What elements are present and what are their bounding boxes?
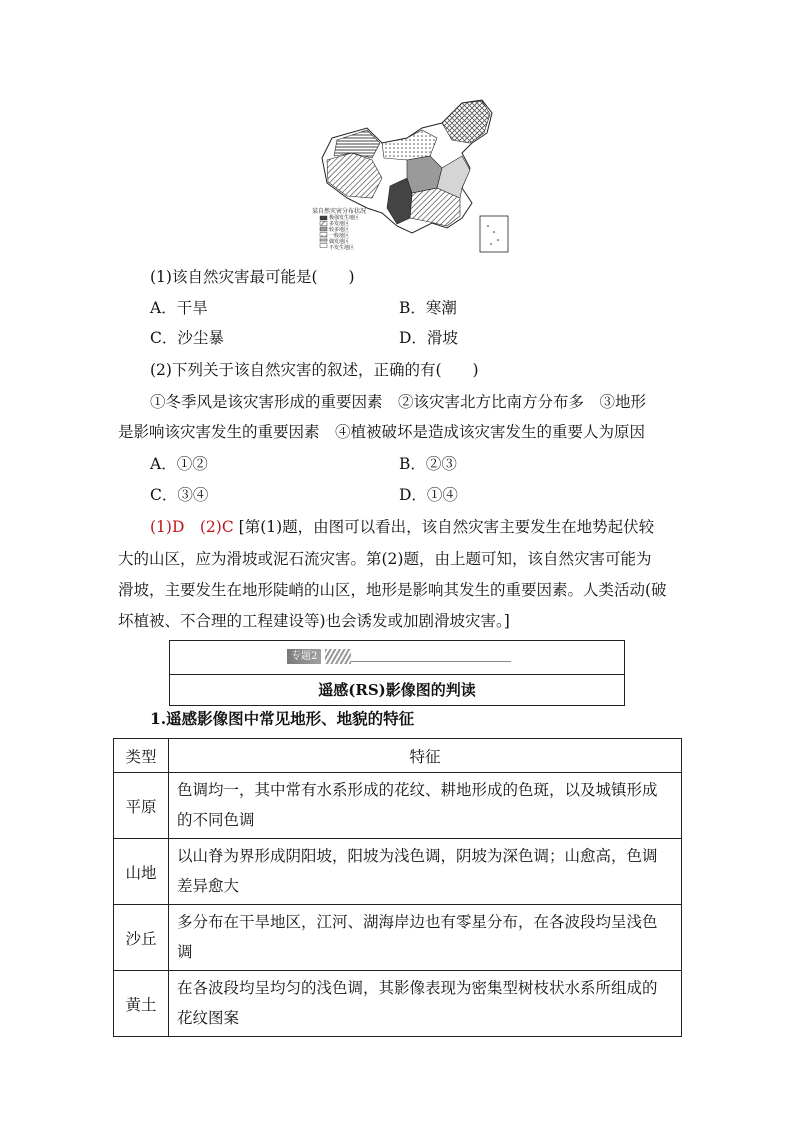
map-legend-item: 多发地区 — [329, 221, 350, 227]
feature-line: 以山脊为界形成阴阳坡，阳坡为浅色调，阴坡为深色调；山愈高，色调 — [177, 847, 658, 865]
table-header-row — [114, 739, 682, 773]
table-header-type: 类型 — [114, 739, 169, 773]
table-cell-type: 沙丘 — [114, 905, 169, 971]
map-legend-swatches — [320, 216, 327, 248]
question-2-statements-line1: ①冬季风是该灾害形成的重要因素 ②该灾害北方比南方分布多 ③地形 — [150, 393, 647, 411]
answer-line-1 — [150, 512, 654, 542]
question-2-option-d: D．①④ — [399, 486, 458, 504]
map-legend-item: 偶发地区 — [329, 239, 350, 245]
question-1-option-b: B．寒潮 — [399, 299, 457, 317]
map-legend-item: 极强发生地区 — [329, 215, 360, 221]
feature-line: 花纹图案 — [177, 1009, 240, 1027]
landform-feature-table — [113, 738, 682, 1037]
table-cell-feature — [169, 971, 682, 1037]
feature-line: 多分布在干旱地区，江河、湖海岸边也有零星分布，在各波段均呈浅色 — [177, 913, 658, 931]
map-legend — [329, 215, 359, 251]
topic-tag-rule — [351, 661, 511, 662]
answer-explanation-start: [第(1)题，由图可以看出，该自然灾害主要发生在地势起伏较 — [238, 518, 655, 536]
question-1-option-d: D．滑坡 — [399, 329, 458, 347]
table-cell-feature — [169, 905, 682, 971]
question-2-option-b: B．②③ — [399, 455, 457, 473]
answer-line-3: 滑坡，主要发生在地形陡峭的山区，地形是影响其发生的重要因素。人类活动(破 — [118, 581, 667, 599]
table-cell-feature — [169, 839, 682, 905]
table-cell-type: 山地 — [114, 839, 169, 905]
feature-line: 的不同色调 — [177, 811, 255, 829]
question-2-stem: (2)下列关于该自然灾害的叙述，正确的有( ) — [150, 361, 479, 379]
map-legend-item: 较多地区 — [329, 227, 350, 233]
topic-title: 遥感(RS)影像图的判读 — [318, 681, 476, 699]
table-row — [114, 905, 682, 971]
table-row — [114, 839, 682, 905]
topic-tag-stripes — [325, 649, 351, 664]
section-heading: 1.遥感影像图中常见地形、地貌的特征 — [150, 709, 415, 728]
table-cell-type: 平原 — [114, 773, 169, 839]
answer-key: (1)D (2)C — [150, 518, 234, 536]
table-row — [114, 971, 682, 1037]
answer-line-2: 大的山区，应为滑坡或泥石流灾害。第(2)题，由上题可知，该自然灾害可能为 — [118, 550, 652, 568]
map-legend-item: 不发生地区 — [329, 245, 355, 251]
question-1-stem: (1)该自然灾害最可能是( ) — [150, 268, 355, 286]
feature-line: 调 — [177, 943, 193, 961]
table-cell-type: 黄土 — [114, 971, 169, 1037]
disaster-distribution-map — [312, 98, 522, 258]
feature-line: 差异愈大 — [177, 877, 240, 895]
question-2-option-c: C．③④ — [150, 486, 209, 504]
map-legend-title: 某自然灾害分布状况 — [312, 208, 367, 215]
question-2-option-a: A．①② — [150, 455, 208, 473]
table-header-feature: 特征 — [169, 739, 682, 773]
answer-line-4: 坏植被、不合理的工程建设等)也会诱发或加剧滑坡灾害。] — [118, 612, 510, 630]
topic-header-box — [169, 640, 625, 706]
table-row — [114, 773, 682, 839]
question-1-option-c: C．沙尘暴 — [150, 329, 224, 347]
map-legend-item: 一般地区 — [329, 233, 350, 239]
question-1-option-a: A．干旱 — [150, 299, 208, 317]
table-cell-feature — [169, 773, 682, 839]
topic-tag: 专题2 — [287, 649, 321, 664]
question-2-statements-line2: 是影响该灾害发生的重要因素 ④植被破坏是造成该灾害发生的重要人为原因 — [118, 423, 646, 441]
feature-line: 色调均一，其中常有水系形成的花纹、耕地形成的色斑，以及城镇形成 — [177, 781, 658, 799]
map-inset — [480, 216, 508, 252]
topic-divider — [170, 674, 624, 675]
map-region-north — [382, 130, 437, 160]
feature-line: 在各波段均呈均匀的浅色调，其影像表现为密集型树枝状水系所组成的 — [177, 979, 658, 997]
